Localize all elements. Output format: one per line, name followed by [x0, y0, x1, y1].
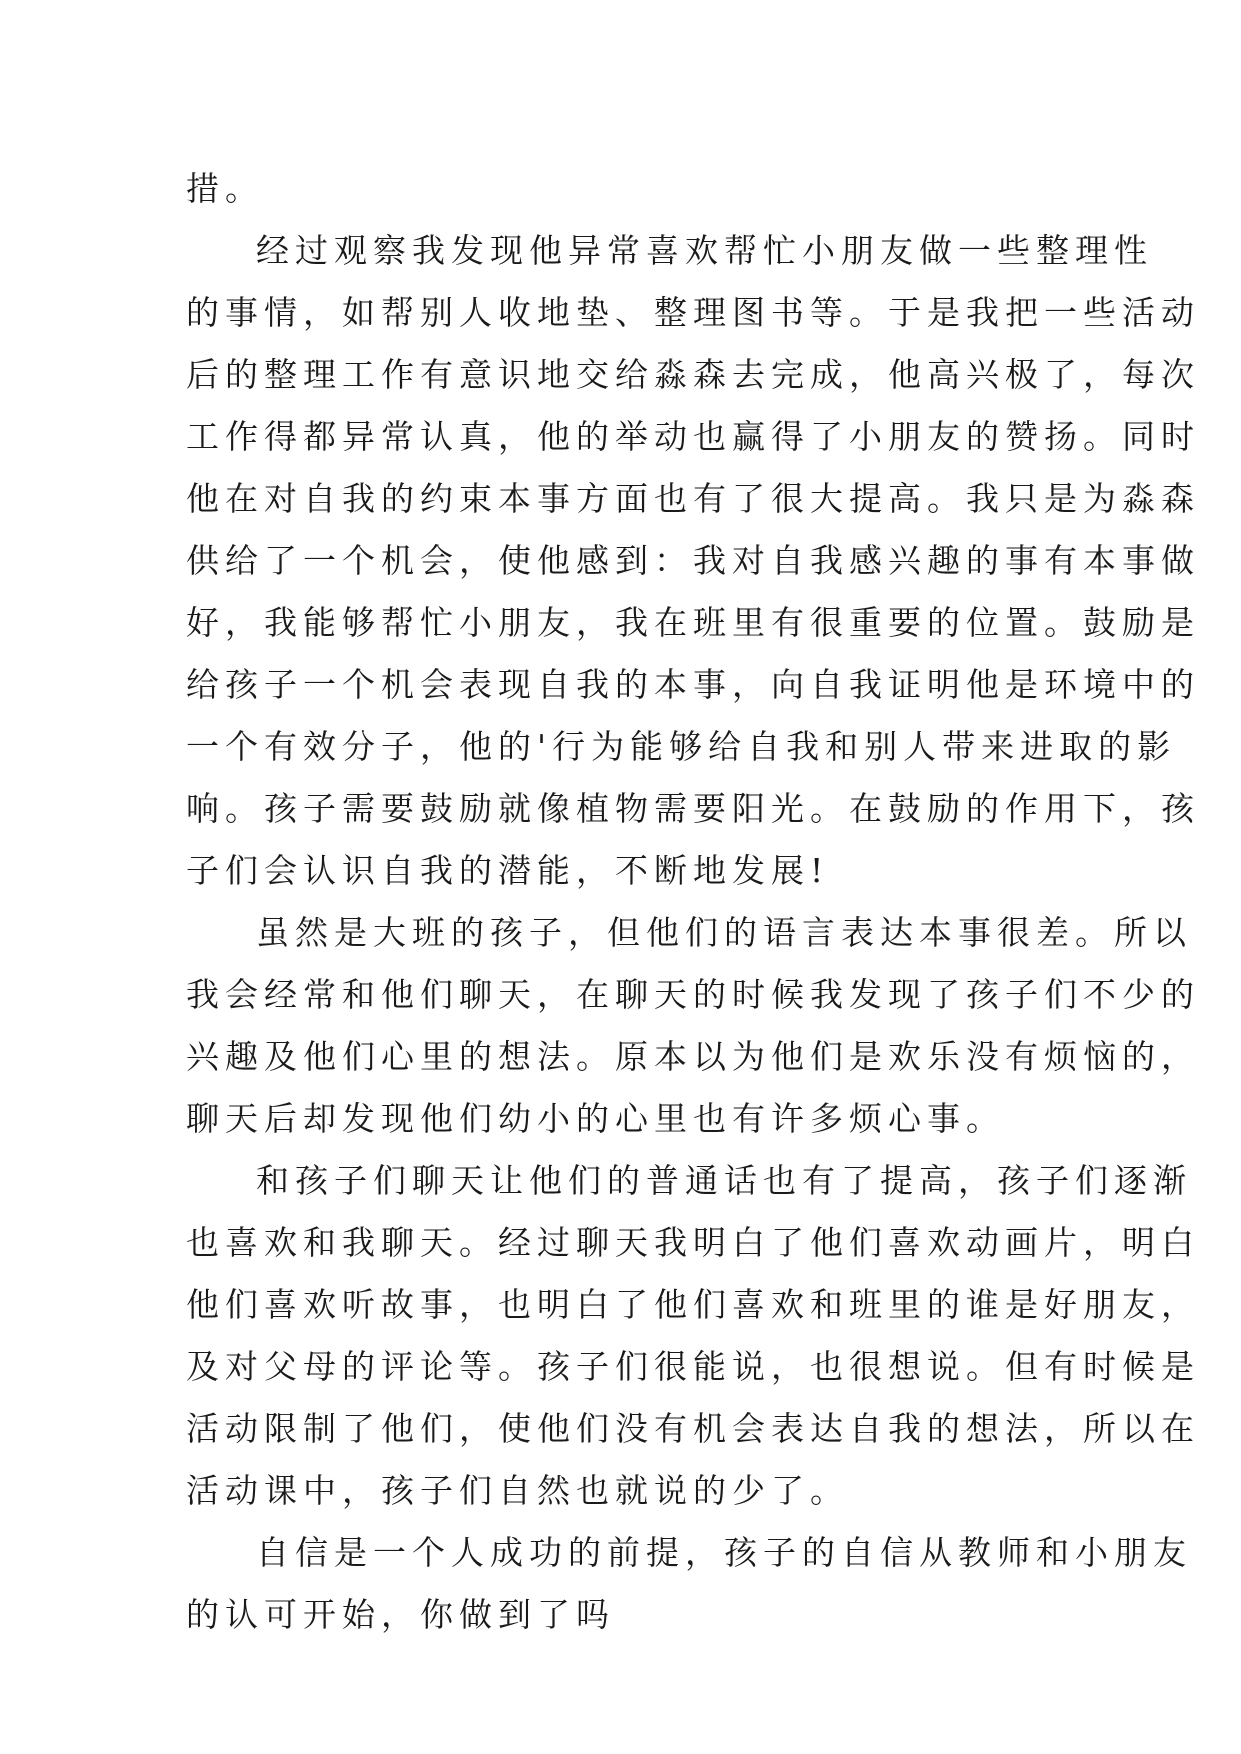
- text-line: 措。: [186, 169, 264, 208]
- text-line: 后的整理工作有意识地交给淼森去完成，他高兴极了，每次: [186, 355, 1200, 394]
- text-line: 也喜欢和我聊天。经过聊天我明白了他们喜欢动画片，明白: [186, 1223, 1200, 1262]
- text-line: 好，我能够帮忙小朋友，我在班里有很重要的位置。鼓励是: [186, 603, 1200, 642]
- text-line: 和孩子们聊天让他们的普通话也有了提高，孩子们逐渐: [256, 1161, 1192, 1200]
- text-line: 的认可开始，你做到了吗: [186, 1595, 615, 1634]
- text-line: 活动课中，孩子们自然也就说的少了。: [186, 1471, 849, 1510]
- text-line: 我会经常和他们聊天，在聊天的时候我发现了孩子们不少的: [186, 975, 1200, 1014]
- text-line: 聊天后却发现他们幼小的心里也有许多烦心事。: [186, 1099, 1005, 1138]
- paragraph: [186, 902, 1200, 1150]
- text-line: 响。孩子需要鼓励就像植物需要阳光。在鼓励的作用下，孩: [186, 789, 1200, 828]
- text-line: 他在对自我的约束本事方面也有了很大提高。我只是为淼森: [186, 479, 1200, 518]
- text-line: 给孩子一个机会表现自我的本事，向自我证明他是环境中的: [186, 665, 1200, 704]
- text-line: 虽然是大班的孩子，但他们的语言表达本事很差。所以: [256, 913, 1192, 952]
- text-line: 活动限制了他们，使他们没有机会表达自我的想法，所以在: [186, 1409, 1200, 1448]
- paragraph: [186, 158, 1066, 220]
- paragraph: [186, 1522, 1192, 1646]
- text-line: 供给了一个机会，使他感到：我对自我感兴趣的事有本事做: [186, 541, 1200, 580]
- text-line: 自信是一个人成功的前提，孩子的自信从教师和小朋友: [256, 1533, 1192, 1572]
- text-line: 的事情，如帮别人收地垫、整理图书等。于是我把一些活动: [186, 293, 1200, 332]
- paragraph: [186, 220, 1200, 902]
- text-line: 工作得都异常认真，他的举动也赢得了小朋友的赞扬。同时: [186, 417, 1200, 456]
- text-line: 兴趣及他们心里的想法。原本以为他们是欢乐没有烦恼的，: [186, 1037, 1200, 1076]
- text-line: 经过观察我发现他异常喜欢帮忙小朋友做一些整理性: [256, 231, 1153, 270]
- text-line: 及对父母的评论等。孩子们很能说，也很想说。但有时候是: [186, 1347, 1200, 1386]
- text-line: 他们喜欢听故事，也明白了他们喜欢和班里的谁是好朋友，: [186, 1285, 1200, 1324]
- paragraph: [186, 1150, 1200, 1522]
- document-body: [186, 158, 1200, 1646]
- text-line: 一个有效分子，他的'行为能够给自我和别人带来进取的影: [186, 727, 1177, 766]
- text-line: 子们会认识自我的潜能，不断地发展!: [186, 851, 830, 890]
